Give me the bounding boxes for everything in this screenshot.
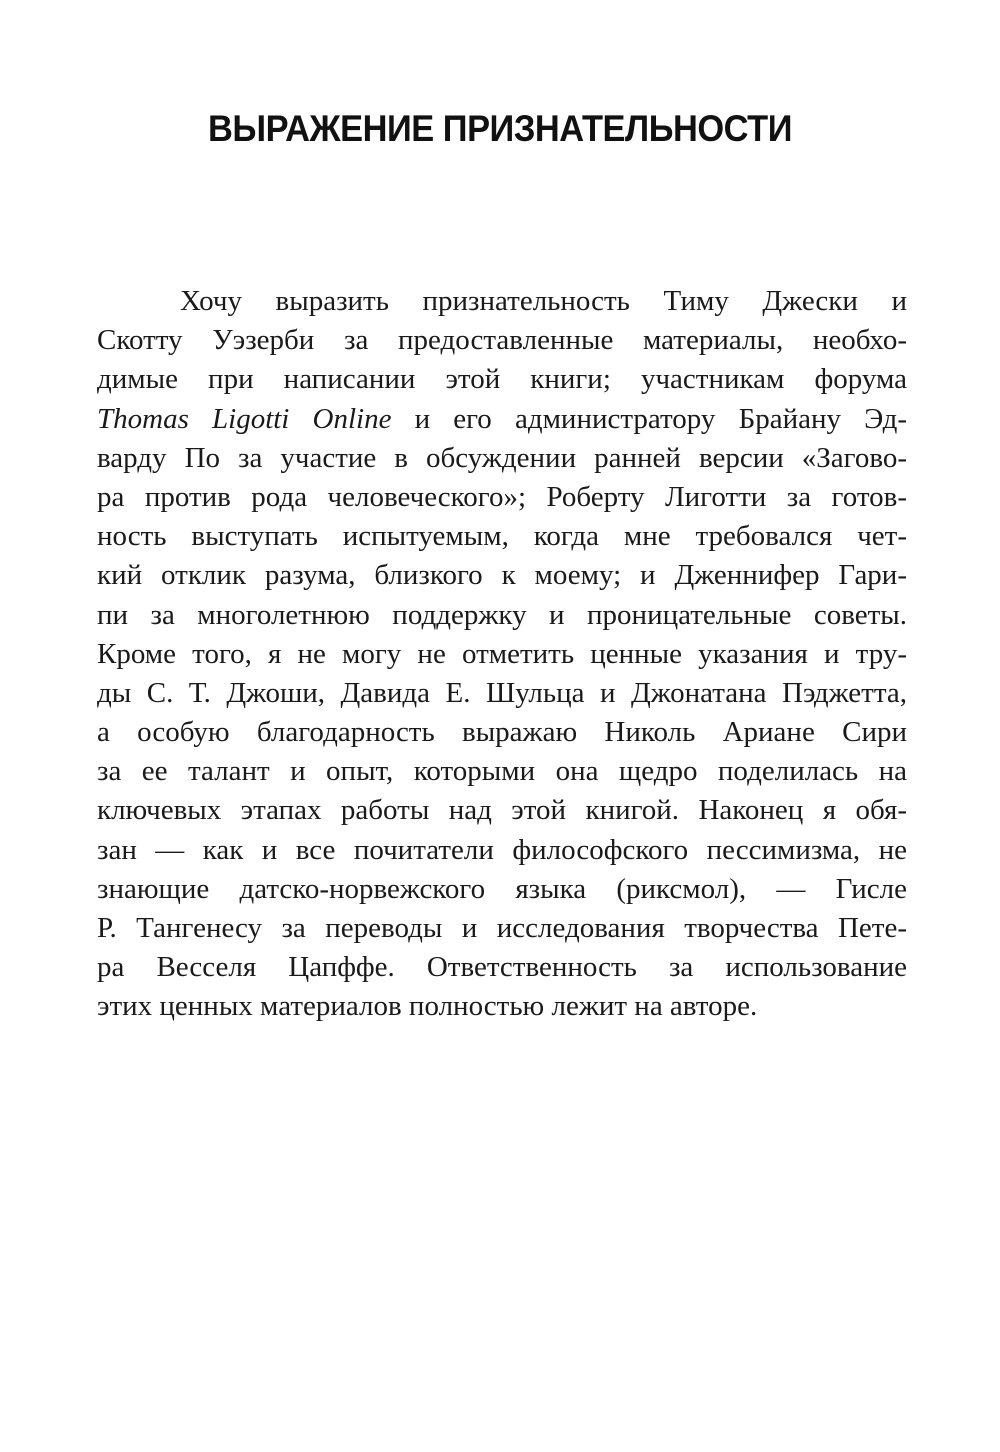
- paragraph-line: ключевых этапах работы над этой книгой. Наконец я обя-: [97, 794, 907, 827]
- paragraph-line: Кроме того, я не могу не отметить ценные указания и тру-: [97, 637, 907, 670]
- paragraph-line: ды С. Т. Джоши, Давида Е. Шульца и Джонатана Пэджетта,: [97, 676, 907, 709]
- paragraph-line: Скотту Уэзерби за предоставленные материалы, необхо-: [97, 324, 907, 357]
- acknowledgements-paragraph: [97, 282, 907, 1027]
- paragraph-line: пи за многолетнюю поддержку и проницательные советы.: [97, 598, 907, 631]
- paragraph-line: знающие датско-норвежского языка (риксмол), — Гисле: [97, 872, 907, 905]
- paragraph-line: за ее талант и опыт, которыми она щедро поделилась на: [97, 755, 907, 788]
- paragraph-line: варду По за участие в обсуждении ранней версии «Загово-: [97, 441, 907, 474]
- forum-name: Thomas Ligotti Online: [97, 402, 392, 435]
- paragraph-line: кий отклик разума, близкого к моему; и Дженнифер Гари-: [97, 559, 907, 592]
- paragraph-line: а особую благодарность выражаю Николь Ариане Сири: [97, 716, 907, 749]
- paragraph-line-with-forum: [97, 400, 907, 439]
- paragraph-line-rest: и его администратору Брайану Эд-: [414, 402, 907, 435]
- paragraph-line: ность выступать испытуемым, когда мне требовался чет-: [97, 520, 907, 553]
- paragraph-line: ра Весселя Цапффе. Ответственность за использование: [97, 951, 907, 984]
- paragraph-line: этих ценных материалов полностью лежит на авторе.: [97, 990, 758, 1023]
- paragraph-line: зан — как и все почитатели философского пессимизма, не: [97, 833, 907, 866]
- paragraph-line: Хочу выразить признательность Тиму Джески и: [180, 285, 907, 317]
- page-title: ВЫРАЖЕНИЕ ПРИЗНАТЕЛЬНОСТИ: [207, 108, 793, 149]
- paragraph-line: Р. Тангенесу за переводы и исследования творчества Пете-: [97, 912, 907, 944]
- paragraph-line: димые при написании этой книги; участникам форума: [97, 363, 907, 396]
- paragraph-line: ра против рода человеческого»; Роберту Лиготти за готов-: [97, 480, 907, 513]
